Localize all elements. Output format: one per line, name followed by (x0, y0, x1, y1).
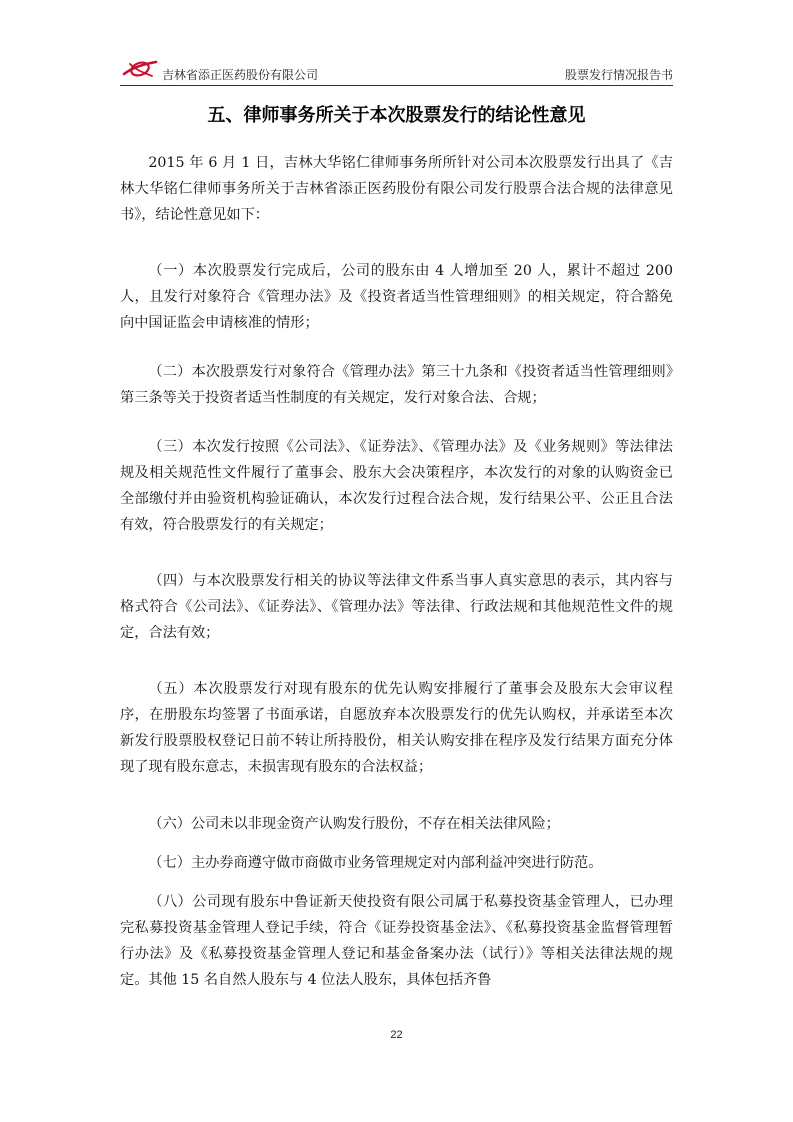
company-logo-icon (122, 58, 158, 80)
header-divider (120, 85, 673, 86)
opinion-item-3: （三）本次发行按照《公司法》、《证券法》、《管理办法》及《业务规则》等法律法规及相关规范性文件履行了董事会、股东大会决策程序，本次发行的对象的认购资金已全部缴付并由验资机构验证确认，本次发行过程合法合规，发行结果公平、公正且合法有效，符合股票发行的有关规定； (120, 439, 673, 533)
opinion-item-8: （八）公司现有股东中鲁证新天使投资有限公司属于私募投资基金管理人，已办理完私募投资基金管理人登记手续，符合《证券投资基金法》、《私募投资基金监督管理暂行办法》及《私募投资基金管理人登记和基金备案办法（试行）》等相关法律法规的规定。其他 15 名自然人股东与 4 位法人股东，具体包括齐鲁 (120, 894, 673, 988)
company-name: 吉林省添正医药股份有限公司 (162, 68, 319, 82)
page-number: 22 (390, 1029, 403, 1041)
opinion-item-5: （五）本次股票发行对现有股东的优先认购安排履行了董事会及股东大会审议程序，在册股东均签署了书面承诺，自愿放弃本次股票发行的优先认购权，并承诺至本次新发行股票股权登记日前不转让所持股份，相关认购安排在程序及发行结果方面充分体现了现有股东意志，未损害现有股东的合法权益； (120, 681, 673, 775)
opinion-item-4: （四）与本次股票发行相关的协议等法律文件系当事人真实意思的表示，其内容与格式符合《公司法》、《证券法》、《管理办法》等法律、行政法规和其他规范性文件的规定，合法有效； (120, 573, 673, 641)
opinion-item-2: （二）本次股票发行对象符合《管理办法》第三十九条和《投资者适当性管理细则》第三条等关于投资者适当性制度的有关规定，发行对象合法、合规； (120, 364, 673, 406)
section-title: 五、律师事务所关于本次股票发行的结论性意见 (207, 105, 586, 126)
opinion-item-7: （七）主办券商遵守做市商做市业务管理规定对内部利益冲突进行防范。 (148, 855, 603, 871)
intro-paragraph: 2015 年 6 月 1 日，吉林大华铭仁律师事务所所针对公司本次股票发行出具了《吉林大华铭仁律师事务所关于吉林省添正医药股份有限公司发行股票合法合规的法律意见书》，结论性意见如下： (120, 155, 673, 223)
document-type: 股票发行情况报告书 (564, 68, 673, 82)
opinion-item-1: （一）本次股票发行完成后，公司的股东由 4 人增加至 20 人，累计不超过 200 人，且发行对象符合《管理办法》及《投资者适当性管理细则》的相关规定，符合豁免向中国证监会申请核准的情形； (120, 263, 673, 331)
page-header (120, 58, 673, 88)
opinion-item-6: （六）公司未以非现金资产认购发行股份，不存在相关法律风险； (148, 816, 560, 832)
